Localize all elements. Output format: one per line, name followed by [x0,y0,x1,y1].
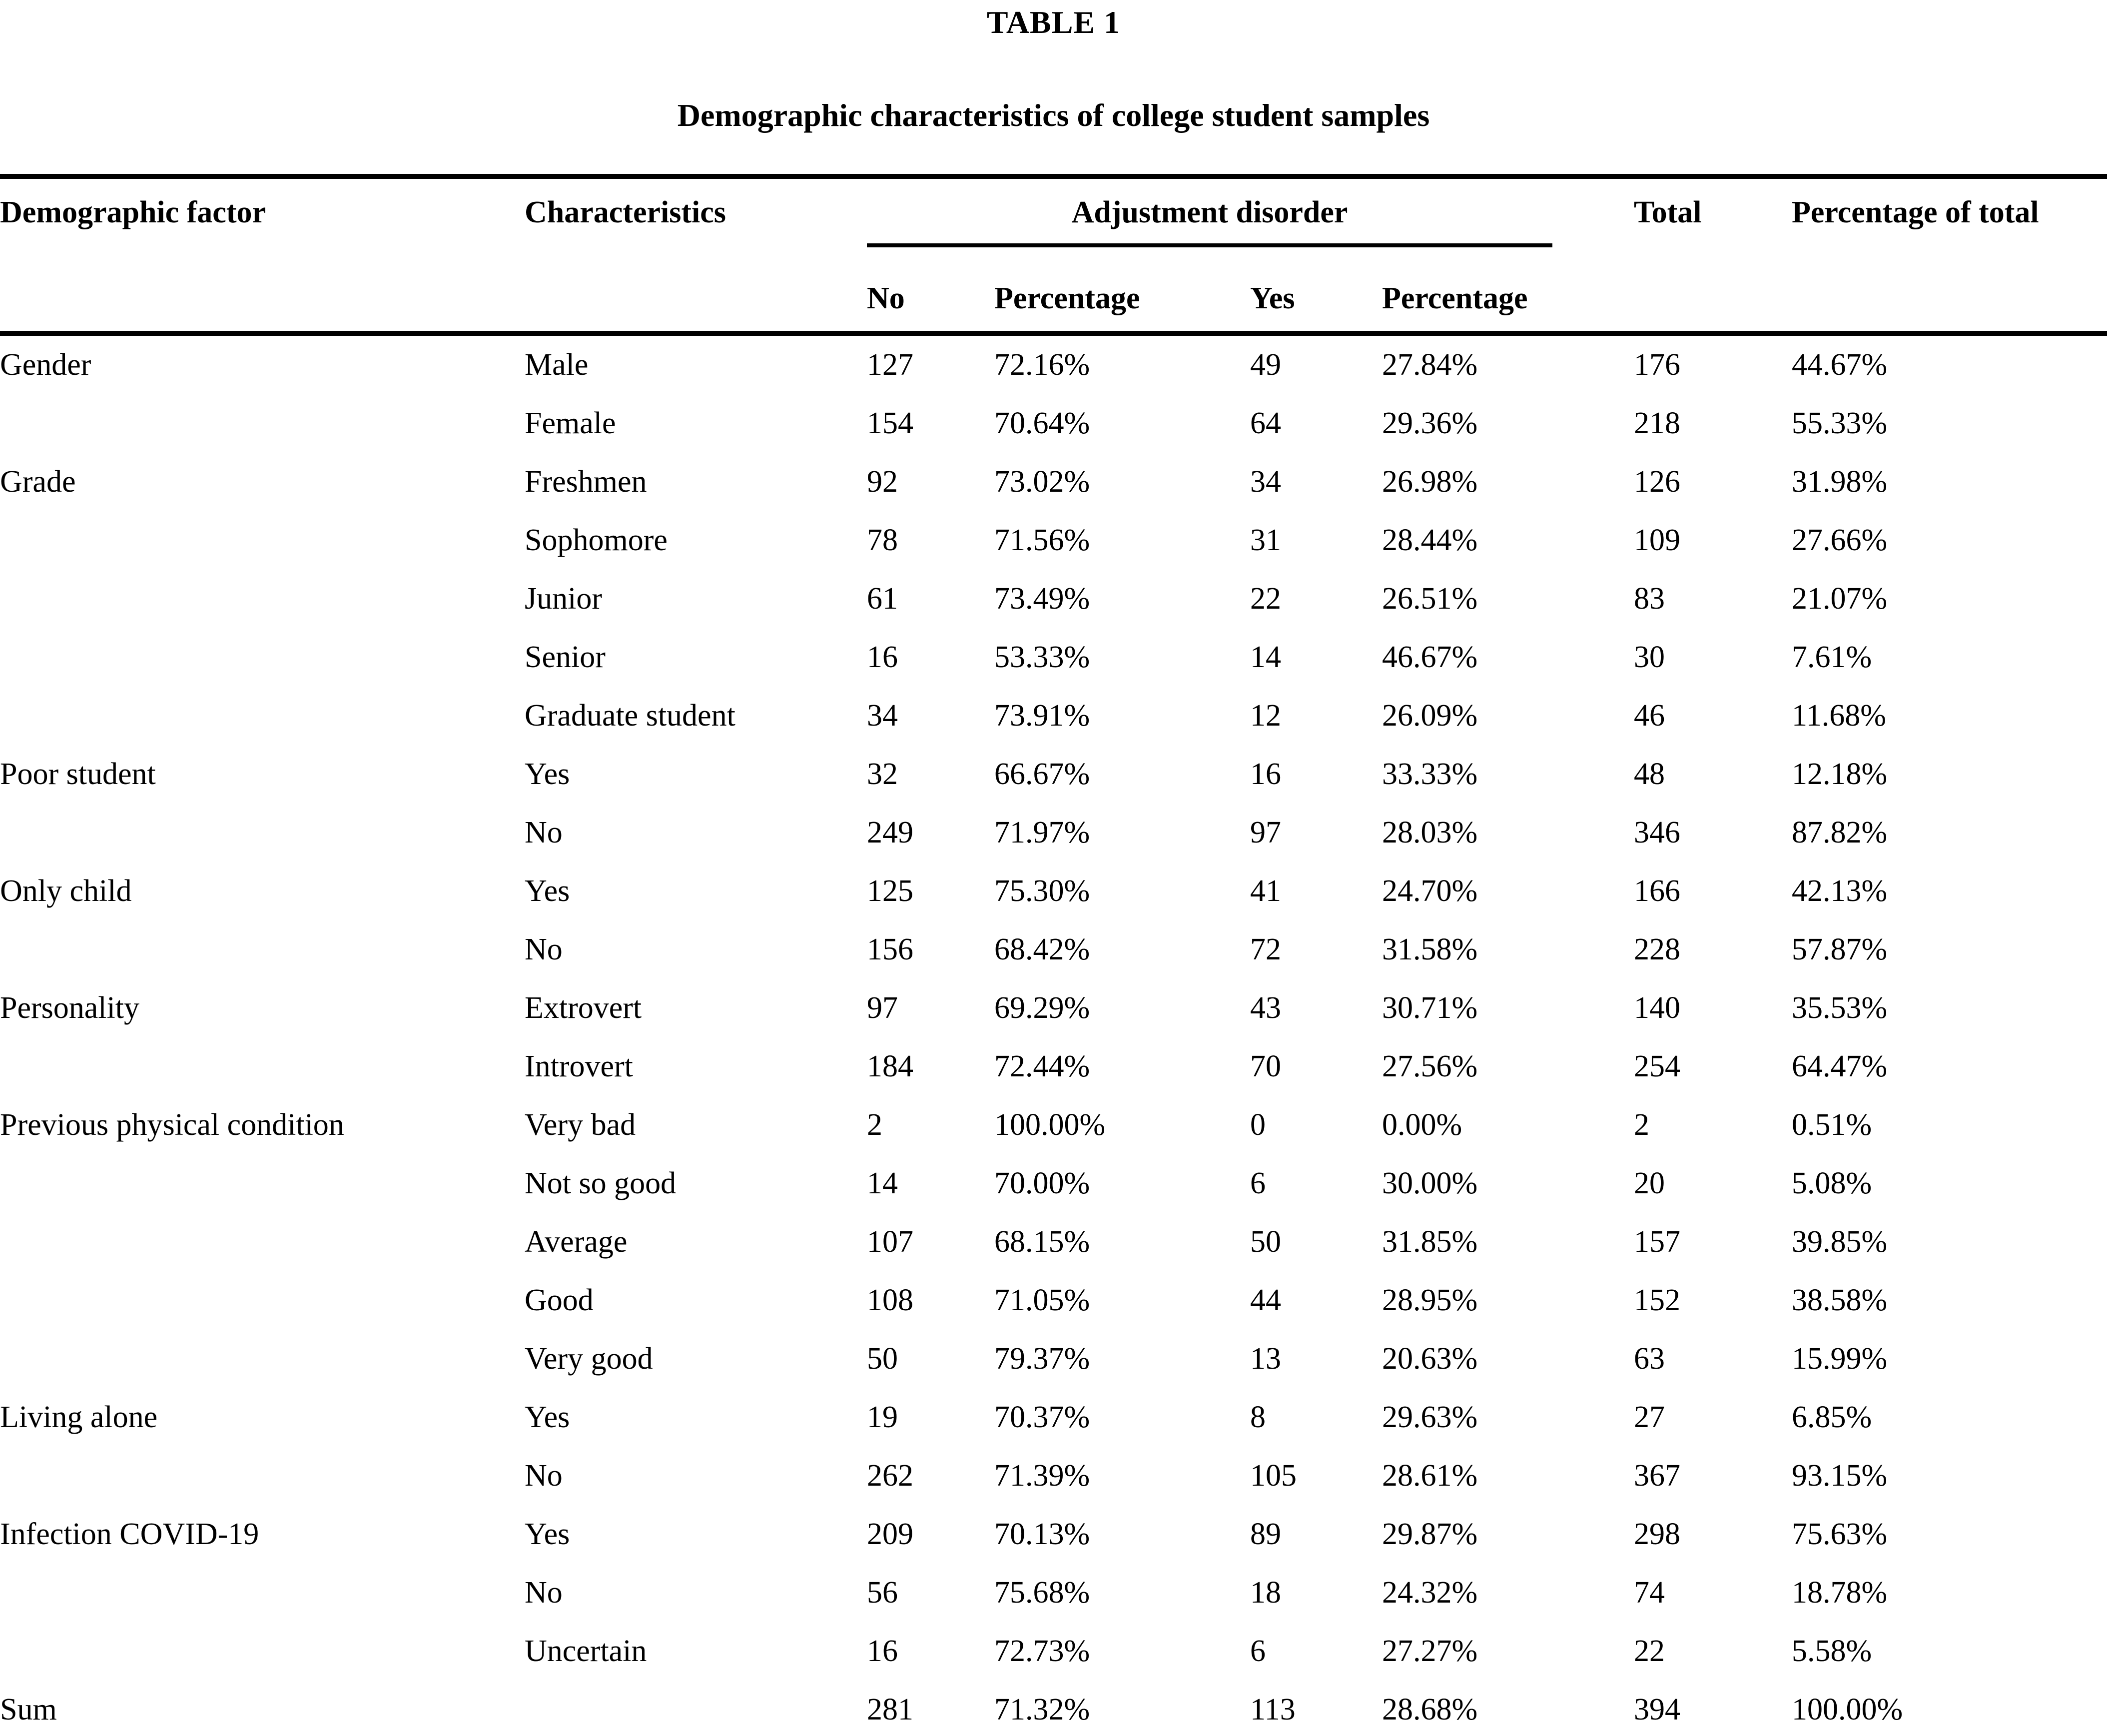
cell-yes-count: 70 [1250,1049,1281,1083]
cell-no-percentage: 68.15% [994,1225,1090,1259]
cell-yes-percentage: 24.70% [1382,874,1478,908]
cell-no-percentage: 72.16% [994,348,1090,382]
cell-yes-percentage: 31.58% [1382,932,1478,966]
cell-demographic-factor: Only child [0,874,132,908]
cell-characteristic: Average [525,1225,628,1259]
cell-no-percentage: 71.05% [994,1283,1090,1317]
table-row [0,862,2107,920]
cell-no-percentage: 66.67% [994,757,1090,791]
table-row [0,1154,2107,1213]
cell-total: 140 [1634,991,1680,1025]
cell-total: 109 [1634,523,1680,557]
cell-demographic-factor: Grade [0,465,76,499]
cell-no-count: 154 [867,406,913,440]
cell-total-percentage: 27.66% [1792,523,1888,557]
cell-yes-count: 13 [1250,1342,1281,1376]
demographics-table [0,174,2107,1736]
cell-demographic-factor [0,1154,525,1213]
cell-yes-percentage: 28.61% [1382,1459,1478,1493]
cell-yes-count: 31 [1250,523,1281,557]
header-percentage-of-total: Percentage of total [1792,195,2039,229]
cell-total-percentage: 6.85% [1792,1400,1872,1434]
cell-total-percentage: 93.15% [1792,1459,1888,1493]
cell-no-count: 14 [867,1166,898,1200]
cell-no-percentage: 75.68% [994,1576,1090,1610]
table-body [0,333,2107,1736]
cell-total: 48 [1634,757,1665,791]
cell-no-percentage: 73.49% [994,582,1090,616]
cell-no-percentage: 69.29% [994,991,1090,1025]
cell-total-percentage: 21.07% [1792,582,1888,616]
cell-characteristic: Very good [525,1342,653,1376]
cell-no-count: 184 [867,1049,913,1083]
cell-no-count: 127 [867,348,913,382]
cell-total-percentage: 31.98% [1792,465,1888,499]
cell-characteristic: Yes [525,1517,570,1551]
table-row [0,745,2107,804]
header-no: No [867,281,905,315]
cell-no-percentage: 73.02% [994,465,1090,499]
cell-demographic-factor [0,570,525,628]
cell-demographic-factor [0,804,525,862]
cell-yes-percentage: 27.84% [1382,348,1478,382]
table-row [0,1271,2107,1330]
cell-total-percentage: 64.47% [1792,1049,1888,1083]
cell-characteristic: Good [525,1283,594,1317]
cell-no-count: 209 [867,1517,913,1551]
cell-no-count: 50 [867,1342,898,1376]
table-row [0,1681,2107,1736]
cell-demographic-factor [0,1213,525,1271]
header-no-percentage: Percentage [994,281,1140,315]
cell-demographic-factor [0,511,525,570]
cell-characteristic: Junior [525,582,602,616]
cell-total: 22 [1634,1634,1665,1668]
cell-yes-count: 0 [1250,1108,1266,1142]
cell-yes-count: 89 [1250,1517,1281,1551]
cell-no-percentage: 73.91% [994,699,1090,733]
cell-characteristic: Very bad [525,1108,636,1142]
table-row [0,453,2107,511]
cell-yes-percentage: 28.44% [1382,523,1478,557]
cell-no-count: 56 [867,1576,898,1610]
cell-total-percentage: 57.87% [1792,932,1888,966]
cell-no-count: 92 [867,465,898,499]
cell-total: 126 [1634,465,1680,499]
table-row [0,1564,2107,1622]
cell-demographic-factor: Personality [0,991,139,1025]
cell-characteristic: Extrovert [525,991,642,1025]
cell-no-count: 34 [867,699,898,733]
cell-no-count: 108 [867,1283,913,1317]
cell-total: 228 [1634,932,1680,966]
cell-yes-percentage: 33.33% [1382,757,1478,791]
cell-demographic-factor [0,394,525,453]
table-row [0,394,2107,453]
cell-characteristic: Female [525,406,616,440]
cell-yes-count: 14 [1250,640,1281,674]
table-row [0,804,2107,862]
cell-characteristic: Uncertain [525,1634,647,1668]
cell-yes-count: 72 [1250,932,1281,966]
header-adjustment-disorder: Adjustment disorder [867,195,1552,247]
cell-no-percentage: 68.42% [994,932,1090,966]
cell-total: 152 [1634,1283,1680,1317]
cell-demographic-factor [0,920,525,979]
table-row [0,687,2107,745]
cell-characteristic: Not so good [525,1166,677,1200]
cell-no-count: 125 [867,874,913,908]
cell-yes-percentage: 28.68% [1382,1693,1478,1727]
cell-yes-percentage: 30.00% [1382,1166,1478,1200]
cell-yes-percentage: 26.51% [1382,582,1478,616]
cell-yes-percentage: 27.27% [1382,1634,1478,1668]
cell-yes-percentage: 28.95% [1382,1283,1478,1317]
cell-demographic-factor: Sum [0,1693,57,1727]
cell-total-percentage: 39.85% [1792,1225,1888,1259]
cell-total: 27 [1634,1400,1665,1434]
cell-no-count: 2 [867,1108,882,1142]
cell-demographic-factor: Previous physical condition [0,1108,344,1142]
cell-total-percentage: 38.58% [1792,1283,1888,1317]
cell-no-count: 61 [867,582,898,616]
cell-characteristic: No [525,932,563,966]
cell-yes-percentage: 29.63% [1382,1400,1478,1434]
header-yes-percentage: Percentage [1382,281,1528,315]
cell-yes-percentage: 31.85% [1382,1225,1478,1259]
cell-total-percentage: 0.51% [1792,1108,1872,1142]
cell-characteristic: Yes [525,757,570,791]
cell-total-percentage: 18.78% [1792,1576,1888,1610]
table-row [0,1622,2107,1681]
cell-no-percentage: 71.56% [994,523,1090,557]
cell-total-percentage: 11.68% [1792,699,1886,733]
cell-total: 30 [1634,640,1665,674]
cell-yes-count: 49 [1250,348,1281,382]
cell-demographic-factor [0,687,525,745]
cell-demographic-factor [0,628,525,687]
table-row [0,511,2107,570]
cell-no-count: 16 [867,640,898,674]
cell-characteristic: Male [525,348,589,382]
cell-total: 176 [1634,348,1680,382]
cell-yes-count: 6 [1250,1166,1266,1200]
cell-demographic-factor [0,1564,525,1622]
cell-demographic-factor [0,1271,525,1330]
cell-characteristic: Freshmen [525,465,647,499]
cell-total: 20 [1634,1166,1665,1200]
cell-total-percentage: 12.18% [1792,757,1888,791]
cell-no-count: 249 [867,816,913,850]
cell-yes-count: 64 [1250,406,1281,440]
cell-yes-count: 6 [1250,1634,1266,1668]
cell-no-percentage: 70.13% [994,1517,1090,1551]
cell-no-percentage: 71.97% [994,816,1090,850]
table-row [0,628,2107,687]
table-row [0,1505,2107,1564]
cell-no-count: 78 [867,523,898,557]
cell-total-percentage: 35.53% [1792,991,1888,1025]
cell-total: 166 [1634,874,1680,908]
cell-total: 157 [1634,1225,1680,1259]
table-row [0,1037,2107,1096]
cell-no-count: 16 [867,1634,898,1668]
cell-total: 46 [1634,699,1665,733]
cell-total: 218 [1634,406,1680,440]
cell-total: 2 [1634,1108,1649,1142]
cell-characteristic: Yes [525,874,570,908]
cell-characteristic: Graduate student [525,699,735,733]
cell-no-percentage: 71.39% [994,1459,1090,1493]
cell-no-percentage: 71.32% [994,1693,1090,1727]
table-row [0,979,2107,1037]
cell-no-count: 281 [867,1693,913,1727]
table-row [0,1330,2107,1388]
cell-yes-percentage: 29.87% [1382,1517,1478,1551]
cell-demographic-factor [0,1447,525,1505]
cell-total-percentage: 7.61% [1792,640,1872,674]
table-row [0,1388,2107,1447]
cell-yes-percentage: 29.36% [1382,406,1478,440]
table-row [0,333,2107,394]
cell-yes-percentage: 46.67% [1382,640,1478,674]
cell-demographic-factor [0,1037,525,1096]
cell-characteristic: Senior [525,640,606,674]
cell-no-percentage: 53.33% [994,640,1090,674]
cell-yes-count: 113 [1250,1693,1296,1727]
table-row [0,1213,2107,1271]
header-row-top [0,176,2107,266]
cell-total-percentage: 44.67% [1792,348,1888,382]
cell-total-percentage: 75.63% [1792,1517,1888,1551]
cell-characteristic: No [525,1576,563,1610]
cell-total-percentage: 5.58% [1792,1634,1872,1668]
cell-yes-count: 41 [1250,874,1281,908]
cell-total-percentage: 55.33% [1792,406,1888,440]
cell-total-percentage: 5.08% [1792,1166,1872,1200]
table-row [0,570,2107,628]
cell-total: 63 [1634,1342,1665,1376]
cell-yes-percentage: 28.03% [1382,816,1478,850]
cell-yes-count: 8 [1250,1400,1266,1434]
cell-yes-count: 44 [1250,1283,1281,1317]
cell-total-percentage: 100.00% [1792,1693,1903,1727]
cell-characteristic: Yes [525,1400,570,1434]
cell-yes-percentage: 30.71% [1382,991,1478,1025]
cell-characteristic: No [525,1459,563,1493]
cell-total: 298 [1634,1517,1680,1551]
cell-characteristic: Sophomore [525,523,668,557]
cell-demographic-factor: Living alone [0,1400,158,1434]
cell-yes-count: 22 [1250,582,1281,616]
cell-no-percentage: 79.37% [994,1342,1090,1376]
cell-yes-count: 18 [1250,1576,1281,1610]
cell-demographic-factor [0,1330,525,1388]
header-adjustment-disorder-group [867,176,1634,266]
cell-no-count: 156 [867,932,913,966]
cell-no-percentage: 70.37% [994,1400,1090,1434]
header-total: Total [1634,195,1702,229]
cell-no-percentage: 72.73% [994,1634,1090,1668]
cell-yes-percentage: 26.09% [1382,699,1478,733]
cell-total-percentage: 42.13% [1792,874,1888,908]
cell-demographic-factor: Gender [0,348,91,382]
cell-no-count: 32 [867,757,898,791]
cell-no-percentage: 72.44% [994,1049,1090,1083]
cell-characteristic: No [525,816,563,850]
table-subtitle: Demographic characteristics of college student samples [677,97,1430,133]
cell-yes-count: 50 [1250,1225,1281,1259]
cell-total-percentage: 87.82% [1792,816,1888,850]
cell-no-percentage: 75.30% [994,874,1090,908]
table-row [0,920,2107,979]
cell-yes-count: 105 [1250,1459,1297,1493]
cell-yes-count: 16 [1250,757,1281,791]
cell-demographic-factor: Poor student [0,757,156,791]
table-row [0,1447,2107,1505]
cell-demographic-factor [0,1622,525,1681]
cell-total: 346 [1634,816,1680,850]
cell-no-percentage: 100.00% [994,1108,1106,1142]
cell-total: 367 [1634,1459,1680,1493]
cell-yes-count: 97 [1250,816,1281,850]
cell-no-count: 262 [867,1459,913,1493]
cell-total: 254 [1634,1049,1680,1083]
cell-yes-percentage: 0.00% [1382,1108,1462,1142]
table-caption-block [0,0,2107,174]
header-yes: Yes [1250,281,1295,315]
cell-yes-percentage: 24.32% [1382,1576,1478,1610]
cell-yes-count: 34 [1250,465,1281,499]
table-row [0,1096,2107,1154]
cell-yes-percentage: 20.63% [1382,1342,1478,1376]
cell-no-percentage: 70.64% [994,406,1090,440]
cell-demographic-factor: Infection COVID-19 [0,1517,259,1551]
cell-characteristic: Introvert [525,1049,633,1083]
cell-no-count: 19 [867,1400,898,1434]
header-characteristics: Characteristics [525,195,726,229]
cell-total: 74 [1634,1576,1665,1610]
cell-yes-percentage: 26.98% [1382,465,1478,499]
cell-total: 83 [1634,582,1665,616]
cell-no-count: 107 [867,1225,913,1259]
header-demographic-factor: Demographic factor [0,195,266,229]
cell-total-percentage: 15.99% [1792,1342,1888,1376]
cell-no-percentage: 70.00% [994,1166,1090,1200]
table-number-title: TABLE 1 [986,4,1121,40]
cell-characteristic [525,1681,867,1736]
cell-total: 394 [1634,1693,1680,1727]
cell-yes-percentage: 27.56% [1382,1049,1478,1083]
cell-yes-count: 43 [1250,991,1281,1025]
cell-no-count: 97 [867,991,898,1025]
cell-yes-count: 12 [1250,699,1281,733]
